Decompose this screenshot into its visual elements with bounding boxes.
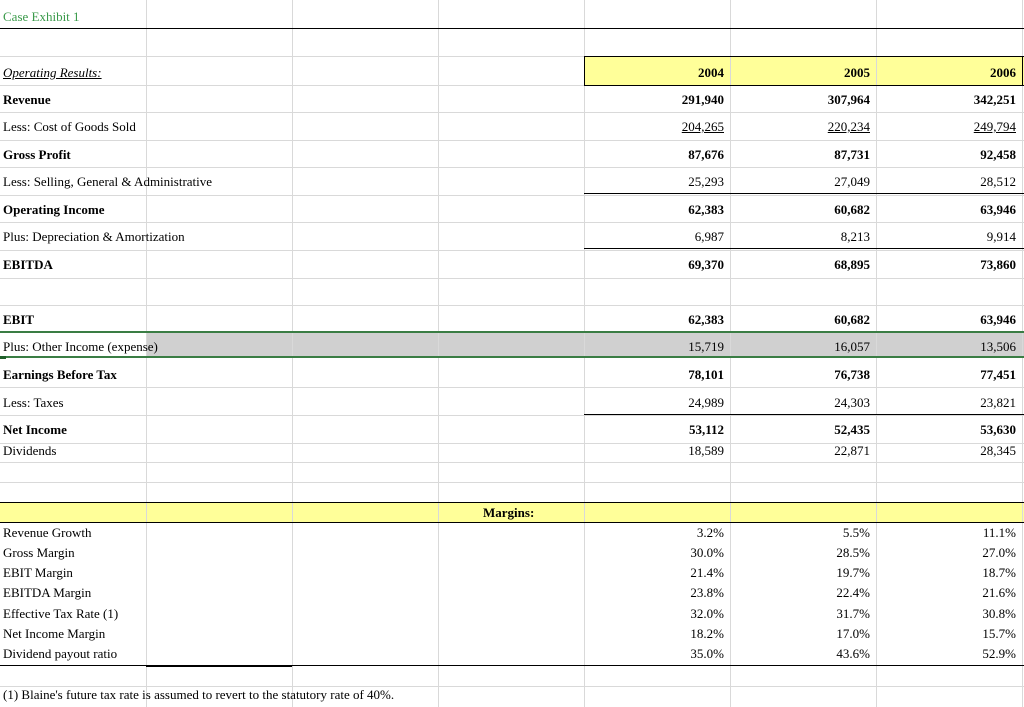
cell-operating-income-2004[interactable]: 62,383 <box>688 202 724 217</box>
cell-revenue-growth-2004[interactable]: 3.2% <box>696 525 724 540</box>
cell-gross-margin-2005[interactable]: 28.5% <box>836 545 870 560</box>
cell-revenue-2004[interactable]: 291,940 <box>681 92 724 107</box>
row-label-ebit-margin: EBIT Margin <box>3 565 73 580</box>
year-header-2005: 2005 <box>844 65 870 80</box>
cell-effective-tax-rate-2004[interactable]: 32.0% <box>690 606 724 621</box>
cell-revenue-2006[interactable]: 342,251 <box>973 92 1016 107</box>
cell-revenue-growth-2005[interactable]: 5.5% <box>842 525 870 540</box>
row-label-effective-tax-rate: Effective Tax Rate (1) <box>3 606 119 621</box>
cell-depreciation-2004[interactable]: 6,987 <box>694 229 724 244</box>
row-label-ebitda: EBITDA <box>3 257 53 272</box>
cell-other-income-2004[interactable]: 15,719 <box>688 339 724 354</box>
year-header-2006: 2006 <box>990 65 1016 80</box>
row-label-gross-profit: Gross Profit <box>3 147 71 162</box>
cell-sga-2004[interactable]: 25,293 <box>688 174 724 189</box>
cell-ebit-2005[interactable]: 60,682 <box>834 312 870 327</box>
cell-ebitda-margin-2004[interactable]: 23.8% <box>690 585 724 600</box>
cell-dividends-2004[interactable]: 18,589 <box>688 443 724 458</box>
row-label-gross-margin: Gross Margin <box>3 545 75 560</box>
cell-ebitda-2005[interactable]: 68,895 <box>834 257 870 272</box>
cell-ebitda-margin-2005[interactable]: 22.4% <box>836 585 870 600</box>
cell-net-income-2005[interactable]: 52,435 <box>834 422 870 437</box>
year-header-2004: 2004 <box>698 65 724 80</box>
row-label-depreciation: Plus: Depreciation & Amortization <box>3 229 185 244</box>
row-label-dividend-payout: Dividend payout ratio <box>3 646 118 661</box>
cell-gross-margin-2006[interactable]: 27.0% <box>982 545 1016 560</box>
cell-dividends-2006[interactable]: 28,345 <box>980 443 1016 458</box>
cell-taxes-2005[interactable]: 24,303 <box>834 395 870 410</box>
row-label-other-income: Plus: Other Income (expense) <box>3 339 158 354</box>
cell-ebitda-margin-2006[interactable]: 21.6% <box>982 585 1016 600</box>
cell-cogs-2006[interactable]: 249,794 <box>973 119 1016 134</box>
cell-net-income-2006[interactable]: 53,630 <box>980 422 1016 437</box>
cell-ebt-2006[interactable]: 77,451 <box>980 367 1016 382</box>
row-label-ebitda-margin: EBITDA Margin <box>3 585 92 600</box>
row-label-net-income-margin: Net Income Margin <box>3 626 106 641</box>
row-label-operating-income: Operating Income <box>3 202 105 217</box>
section-label-operating-results: Operating Results: <box>3 65 102 80</box>
row-label-dividends: Dividends <box>3 443 57 458</box>
cell-gross-profit-2004[interactable]: 87,676 <box>688 147 724 162</box>
cell-dividends-2005[interactable]: 22,871 <box>834 443 870 458</box>
cell-ebit-2006[interactable]: 63,946 <box>980 312 1016 327</box>
exhibit-title: Case Exhibit 1 <box>3 9 80 24</box>
cell-gross-margin-2004[interactable]: 30.0% <box>690 545 724 560</box>
margins-header: Margins: <box>483 505 535 520</box>
row-label-net-income: Net Income <box>3 422 67 437</box>
cell-sga-2005[interactable]: 27,049 <box>834 174 870 189</box>
row-label-ebt: Earnings Before Tax <box>3 367 117 382</box>
footnote: (1) Blaine's future tax rate is assumed to revert to the statutory rate of 40%. <box>3 687 395 702</box>
cell-net-income-margin-2006[interactable]: 15.7% <box>982 626 1016 641</box>
cell-net-income-margin-2005[interactable]: 17.0% <box>836 626 870 641</box>
cell-cogs-2005[interactable]: 220,234 <box>827 119 870 134</box>
cell-ebit-margin-2004[interactable]: 21.4% <box>690 565 724 580</box>
cell-operating-income-2006[interactable]: 63,946 <box>980 202 1016 217</box>
cell-dividend-payout-2004[interactable]: 35.0% <box>690 646 724 661</box>
cell-ebt-2004[interactable]: 78,101 <box>688 367 724 382</box>
cell-dividend-payout-2005[interactable]: 43.6% <box>836 646 870 661</box>
cell-sga-2006[interactable]: 28,512 <box>980 174 1016 189</box>
row-label-revenue: Revenue <box>3 92 51 107</box>
cell-ebit-margin-2005[interactable]: 19.7% <box>836 565 870 580</box>
cell-gross-profit-2006[interactable]: 92,458 <box>980 147 1016 162</box>
row-label-sga: Less: Selling, General & Administrative <box>3 174 213 189</box>
cell-net-income-margin-2004[interactable]: 18.2% <box>690 626 724 641</box>
cell-other-income-2006[interactable]: 13,506 <box>980 339 1016 354</box>
row-label-taxes: Less: Taxes <box>3 395 64 410</box>
cell-ebit-2004[interactable]: 62,383 <box>688 312 724 327</box>
row-label-ebit: EBIT <box>3 312 35 327</box>
row-label-revenue-growth: Revenue Growth <box>3 525 92 540</box>
cell-other-income-2005[interactable]: 16,057 <box>834 339 870 354</box>
cell-dividend-payout-2006[interactable]: 52.9% <box>982 646 1016 661</box>
cell-effective-tax-rate-2006[interactable]: 30.8% <box>982 606 1016 621</box>
cell-ebitda-2006[interactable]: 73,860 <box>980 257 1016 272</box>
cell-revenue-2005[interactable]: 307,964 <box>827 92 870 107</box>
cell-depreciation-2005[interactable]: 8,213 <box>840 229 870 244</box>
cell-ebitda-2004[interactable]: 69,370 <box>688 257 724 272</box>
cell-depreciation-2006[interactable]: 9,914 <box>986 229 1016 244</box>
cell-net-income-2004[interactable]: 53,112 <box>688 422 724 437</box>
cell-taxes-2004[interactable]: 24,989 <box>688 395 724 410</box>
cell-ebit-margin-2006[interactable]: 18.7% <box>982 565 1016 580</box>
row-label-cogs: Less: Cost of Goods Sold <box>3 119 136 134</box>
cell-effective-tax-rate-2005[interactable]: 31.7% <box>836 606 870 621</box>
cell-ebt-2005[interactable]: 76,738 <box>834 367 870 382</box>
cell-gross-profit-2005[interactable]: 87,731 <box>834 147 870 162</box>
cell-operating-income-2005[interactable]: 60,682 <box>834 202 870 217</box>
cell-cogs-2004[interactable]: 204,265 <box>681 119 724 134</box>
cell-taxes-2006[interactable]: 23,821 <box>980 395 1016 410</box>
cell-revenue-growth-2006[interactable]: 11.1% <box>982 525 1016 540</box>
